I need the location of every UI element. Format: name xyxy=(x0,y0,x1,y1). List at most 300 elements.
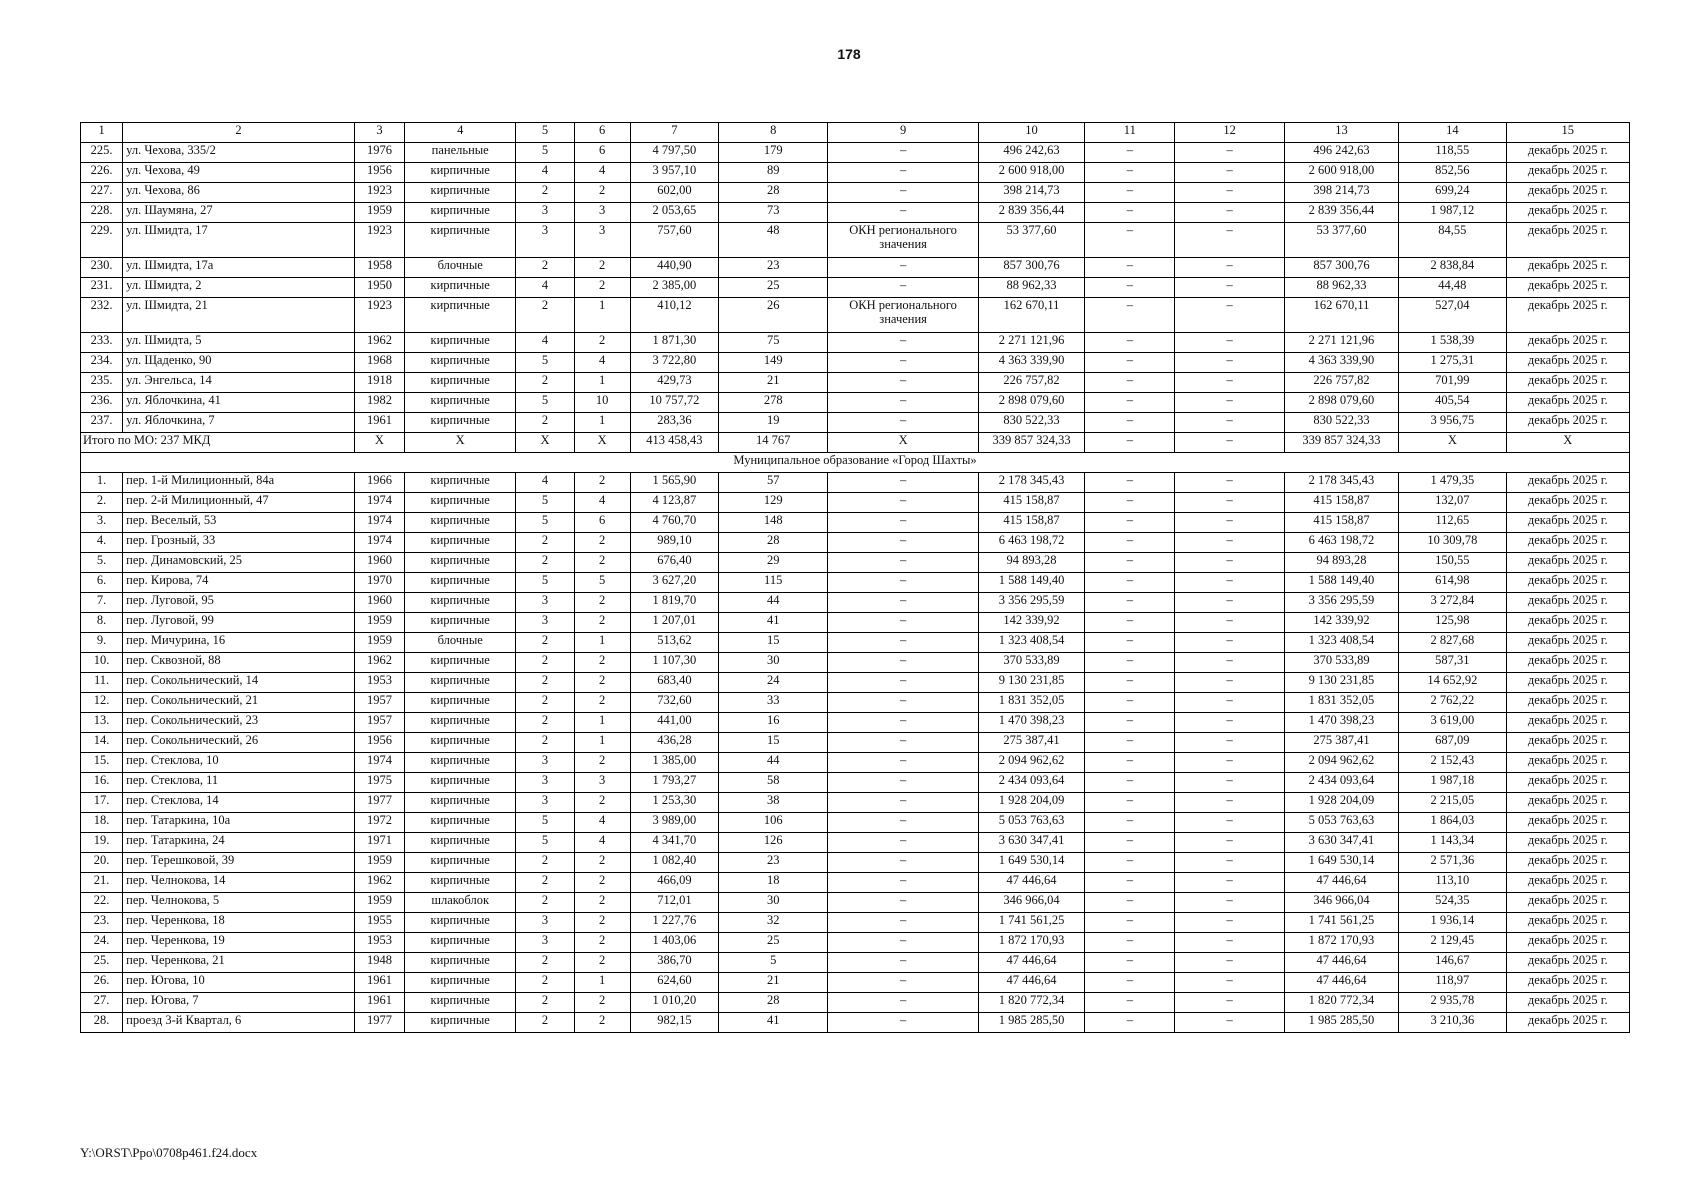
table-row xyxy=(81,553,1630,573)
table-cell: 113,10 xyxy=(1399,873,1506,893)
table-cell: 10 xyxy=(574,393,630,413)
table-row xyxy=(81,713,1630,733)
table-cell: 88 962,33 xyxy=(1284,278,1398,298)
table-cell: 14. xyxy=(81,733,123,753)
table-cell: 1948 xyxy=(354,953,404,973)
table-cell: 466,09 xyxy=(630,873,718,893)
table-cell: 21. xyxy=(81,873,123,893)
table-cell: декабрь 2025 г. xyxy=(1506,673,1630,693)
table-cell: 28 xyxy=(719,993,828,1013)
table-cell: – xyxy=(1175,793,1284,813)
table-cell: кирпичные xyxy=(405,493,516,513)
table-cell: декабрь 2025 г. xyxy=(1506,953,1630,973)
table-cell: 2 178 345,43 xyxy=(978,473,1084,493)
table-cell: 94 893,28 xyxy=(978,553,1084,573)
table-cell: 118,55 xyxy=(1399,143,1506,163)
table-cell: – xyxy=(828,953,978,973)
table-cell: – xyxy=(1085,753,1175,773)
table-cell: 225. xyxy=(81,143,123,163)
table-cell: 2 xyxy=(574,993,630,1013)
table-row xyxy=(81,533,1630,553)
table-row xyxy=(81,753,1630,773)
table-cell: – xyxy=(1175,373,1284,393)
table-cell: – xyxy=(1175,533,1284,553)
table-cell: ул. Энгельса, 14 xyxy=(123,373,355,393)
table-cell: – xyxy=(1085,893,1175,913)
table-cell: пер. Сокольнический, 23 xyxy=(123,713,355,733)
table-cell: 2 600 918,00 xyxy=(1284,163,1398,183)
table-cell: 2 xyxy=(516,973,574,993)
table-cell: 3 xyxy=(516,793,574,813)
table-row xyxy=(81,613,1630,633)
table-cell: – xyxy=(1175,933,1284,953)
table-cell: 440,90 xyxy=(630,258,718,278)
table-cell: пер. Веселый, 53 xyxy=(123,513,355,533)
total-cell: Х xyxy=(354,433,404,453)
table-cell: – xyxy=(828,163,978,183)
table-cell: 6 xyxy=(574,513,630,533)
table-row xyxy=(81,773,1630,793)
table-cell: 2 094 962,62 xyxy=(978,753,1084,773)
table-cell: – xyxy=(1175,163,1284,183)
table-cell: 614,98 xyxy=(1399,573,1506,593)
table-row xyxy=(81,413,1630,433)
table-cell: пер. Кирова, 74 xyxy=(123,573,355,593)
table-cell: – xyxy=(828,673,978,693)
column-header: 9 xyxy=(828,123,978,143)
table-cell: 1 275,31 xyxy=(1399,353,1506,373)
table-cell: 47 446,64 xyxy=(978,873,1084,893)
table-cell: 6 463 198,72 xyxy=(978,533,1084,553)
table-cell: 2 xyxy=(516,1013,574,1033)
table-cell: кирпичные xyxy=(405,773,516,793)
table-cell: – xyxy=(828,393,978,413)
table-cell: 6. xyxy=(81,573,123,593)
table-cell: пер. Черенкова, 21 xyxy=(123,953,355,973)
table-cell: 2 xyxy=(574,753,630,773)
table-cell: 1 820 772,34 xyxy=(978,993,1084,1013)
table-cell: 2 xyxy=(516,413,574,433)
table-cell: 3 630 347,41 xyxy=(1284,833,1398,853)
table-cell: – xyxy=(1085,203,1175,223)
table-row xyxy=(81,573,1630,593)
table-cell: блочные xyxy=(405,633,516,653)
table-cell: кирпичные xyxy=(405,933,516,953)
table-cell: пер. Сквозной, 88 xyxy=(123,653,355,673)
table-cell: декабрь 2025 г. xyxy=(1506,298,1630,333)
table-cell: 2 xyxy=(574,183,630,203)
table-cell: 8. xyxy=(81,613,123,633)
table-cell: 3 xyxy=(574,773,630,793)
table-cell: 1 082,40 xyxy=(630,853,718,873)
housing-table xyxy=(80,122,1630,1033)
table-cell: 1959 xyxy=(354,853,404,873)
table-cell: – xyxy=(1175,513,1284,533)
table-cell: 2 271 121,96 xyxy=(978,333,1084,353)
table-cell: – xyxy=(1085,513,1175,533)
table-cell: 2 xyxy=(574,1013,630,1033)
table-cell: кирпичные xyxy=(405,793,516,813)
table-cell: 1 741 561,25 xyxy=(978,913,1084,933)
table-cell: – xyxy=(1085,713,1175,733)
table-cell: 28. xyxy=(81,1013,123,1033)
table-cell: 29 xyxy=(719,553,828,573)
table-cell: 2 xyxy=(516,673,574,693)
table-cell: – xyxy=(1175,713,1284,733)
table-cell: 25 xyxy=(719,933,828,953)
total-cell: 339 857 324,33 xyxy=(978,433,1084,453)
total-cell: 339 857 324,33 xyxy=(1284,433,1398,453)
table-cell: пер. Черенкова, 18 xyxy=(123,913,355,933)
table-cell: 15. xyxy=(81,753,123,773)
table-cell: кирпичные xyxy=(405,733,516,753)
table-cell: ОКН регионального значения xyxy=(828,223,978,258)
table-row xyxy=(81,278,1630,298)
table-cell: 2 xyxy=(516,258,574,278)
table-cell: – xyxy=(1085,333,1175,353)
table-row xyxy=(81,1013,1630,1033)
table-cell: 2 xyxy=(516,553,574,573)
table-cell: декабрь 2025 г. xyxy=(1506,713,1630,733)
table-cell: 1 538,39 xyxy=(1399,333,1506,353)
table-row xyxy=(81,593,1630,613)
table-cell: 4 xyxy=(516,333,574,353)
table-cell: – xyxy=(828,513,978,533)
table-cell: 857 300,76 xyxy=(978,258,1084,278)
table-cell: – xyxy=(1085,693,1175,713)
table-cell: кирпичные xyxy=(405,953,516,973)
table-cell: 2 xyxy=(516,713,574,733)
column-header: 3 xyxy=(354,123,404,143)
table-cell: декабрь 2025 г. xyxy=(1506,813,1630,833)
total-cell: Х xyxy=(1506,433,1630,453)
table-cell: 1972 xyxy=(354,813,404,833)
table-cell: 9 130 231,85 xyxy=(978,673,1084,693)
table-cell: 1974 xyxy=(354,533,404,553)
table-cell: 2 839 356,44 xyxy=(978,203,1084,223)
table-row xyxy=(81,353,1630,373)
table-cell: 624,60 xyxy=(630,973,718,993)
table-cell: – xyxy=(1175,333,1284,353)
table-cell: ул. Шмидта, 2 xyxy=(123,278,355,298)
table-cell: кирпичные xyxy=(405,873,516,893)
table-cell: 2 xyxy=(516,693,574,713)
table-cell: кирпичные xyxy=(405,833,516,853)
table-cell: 1 143,34 xyxy=(1399,833,1506,853)
table-cell: – xyxy=(1175,633,1284,653)
table-cell: – xyxy=(1085,733,1175,753)
table-cell: декабрь 2025 г. xyxy=(1506,258,1630,278)
table-cell: 47 446,64 xyxy=(1284,873,1398,893)
table-cell: 18 xyxy=(719,873,828,893)
table-cell: 58 xyxy=(719,773,828,793)
table-cell: 398 214,73 xyxy=(978,183,1084,203)
table-cell: 4. xyxy=(81,533,123,553)
table-cell: кирпичные xyxy=(405,753,516,773)
total-cell: Х xyxy=(828,433,978,453)
table-cell: декабрь 2025 г. xyxy=(1506,333,1630,353)
table-cell: декабрь 2025 г. xyxy=(1506,893,1630,913)
column-header: 10 xyxy=(978,123,1084,143)
table-cell: – xyxy=(1175,223,1284,258)
table-cell: кирпичные xyxy=(405,413,516,433)
table-cell: 5 xyxy=(574,573,630,593)
table-cell: 2 xyxy=(516,953,574,973)
table-row xyxy=(81,333,1630,353)
table-cell: 3 xyxy=(516,223,574,258)
table-cell: 1 649 530,14 xyxy=(978,853,1084,873)
table-cell: – xyxy=(828,493,978,513)
table-cell: 25 xyxy=(719,278,828,298)
table-cell: – xyxy=(828,713,978,733)
table-cell: 162 670,11 xyxy=(978,298,1084,333)
table-cell: 3 xyxy=(574,203,630,223)
table-cell: 1 xyxy=(574,633,630,653)
table-cell: 232. xyxy=(81,298,123,333)
table-row xyxy=(81,143,1630,163)
table-row xyxy=(81,913,1630,933)
table-cell: 4 xyxy=(516,278,574,298)
table-cell: – xyxy=(1085,493,1175,513)
table-cell: – xyxy=(1085,533,1175,553)
table-cell: 687,09 xyxy=(1399,733,1506,753)
table-cell: – xyxy=(1175,673,1284,693)
table-cell: 4 xyxy=(516,473,574,493)
table-cell: кирпичные xyxy=(405,553,516,573)
table-cell: – xyxy=(1175,873,1284,893)
table-cell: – xyxy=(1085,813,1175,833)
table-cell: 1 107,30 xyxy=(630,653,718,673)
table-cell: 5. xyxy=(81,553,123,573)
table-cell: пер. Динамовский, 25 xyxy=(123,553,355,573)
table-cell: пер. Стеклова, 11 xyxy=(123,773,355,793)
table-cell: 857 300,76 xyxy=(1284,258,1398,278)
table-cell: 94 893,28 xyxy=(1284,553,1398,573)
table-cell: пер. Сокольнический, 26 xyxy=(123,733,355,753)
table-cell: 405,54 xyxy=(1399,393,1506,413)
column-header: 12 xyxy=(1175,123,1284,143)
table-cell: 1950 xyxy=(354,278,404,298)
table-cell: 410,12 xyxy=(630,298,718,333)
table-cell: 24 xyxy=(719,673,828,693)
table-cell: 989,10 xyxy=(630,533,718,553)
table-cell: 28 xyxy=(719,183,828,203)
table-cell: – xyxy=(1175,833,1284,853)
table-cell: – xyxy=(1175,753,1284,773)
table-cell: декабрь 2025 г. xyxy=(1506,393,1630,413)
table-cell: 1 871,30 xyxy=(630,333,718,353)
table-cell: 1 831 352,05 xyxy=(1284,693,1398,713)
table-cell: 3 210,36 xyxy=(1399,1013,1506,1033)
table-cell: 1977 xyxy=(354,793,404,813)
section-title: Муниципальное образование «Город Шахты» xyxy=(81,453,1630,473)
table-cell: – xyxy=(1085,373,1175,393)
table-cell: 2 xyxy=(574,913,630,933)
table-cell: 10 757,72 xyxy=(630,393,718,413)
table-cell: ул. Чехова, 335/2 xyxy=(123,143,355,163)
table-cell: – xyxy=(1085,953,1175,973)
table-cell: 6 463 198,72 xyxy=(1284,533,1398,553)
column-header: 8 xyxy=(719,123,828,143)
table-cell: 3 630 347,41 xyxy=(978,833,1084,853)
table-cell: 3 xyxy=(516,913,574,933)
table-cell: – xyxy=(1175,593,1284,613)
table-cell: пер. Грозный, 33 xyxy=(123,533,355,553)
table-cell: 513,62 xyxy=(630,633,718,653)
table-cell: – xyxy=(1175,973,1284,993)
table-cell: 275 387,41 xyxy=(978,733,1084,753)
table-cell: 2 xyxy=(574,873,630,893)
table-cell: кирпичные xyxy=(405,393,516,413)
table-cell: 2 xyxy=(574,693,630,713)
column-header: 2 xyxy=(123,123,355,143)
table-cell: 26. xyxy=(81,973,123,993)
table-cell: 10. xyxy=(81,653,123,673)
table-cell: 386,70 xyxy=(630,953,718,973)
table-cell: 1918 xyxy=(354,373,404,393)
table-cell: 53 377,60 xyxy=(1284,223,1398,258)
table-cell: 15 xyxy=(719,633,828,653)
table-cell: 1 207,01 xyxy=(630,613,718,633)
table-cell: 2 385,00 xyxy=(630,278,718,298)
table-cell: 2 898 079,60 xyxy=(978,393,1084,413)
table-cell: 226 757,82 xyxy=(978,373,1084,393)
table-cell: – xyxy=(1175,278,1284,298)
table-cell: кирпичные xyxy=(405,593,516,613)
table-cell: 1959 xyxy=(354,203,404,223)
table-cell: 4 xyxy=(574,163,630,183)
table-cell: – xyxy=(1085,183,1175,203)
table-cell: – xyxy=(1175,183,1284,203)
table-cell: кирпичные xyxy=(405,673,516,693)
table-cell: 7. xyxy=(81,593,123,613)
column-header: 4 xyxy=(405,123,516,143)
table-cell: 57 xyxy=(719,473,828,493)
table-cell: 4 341,70 xyxy=(630,833,718,853)
table-cell: 2 898 079,60 xyxy=(1284,393,1398,413)
table-cell: 2 xyxy=(516,853,574,873)
table-row xyxy=(81,973,1630,993)
column-header: 6 xyxy=(574,123,630,143)
table-cell: – xyxy=(1175,553,1284,573)
table-cell: декабрь 2025 г. xyxy=(1506,653,1630,673)
table-cell: 1 588 149,40 xyxy=(978,573,1084,593)
table-cell: 146,67 xyxy=(1399,953,1506,973)
table-cell: 1 xyxy=(574,373,630,393)
table-cell: 73 xyxy=(719,203,828,223)
table-cell: 2 839 356,44 xyxy=(1284,203,1398,223)
table-cell: 3 957,10 xyxy=(630,163,718,183)
table-cell: декабрь 2025 г. xyxy=(1506,183,1630,203)
table-cell: – xyxy=(828,333,978,353)
table-cell: декабрь 2025 г. xyxy=(1506,833,1630,853)
table-cell: декабрь 2025 г. xyxy=(1506,163,1630,183)
table-cell: 1974 xyxy=(354,753,404,773)
table-cell: – xyxy=(828,373,978,393)
table-cell: – xyxy=(1175,993,1284,1013)
table-cell: 1 741 561,25 xyxy=(1284,913,1398,933)
table-cell: 1960 xyxy=(354,553,404,573)
table-cell: декабрь 2025 г. xyxy=(1506,973,1630,993)
table-cell: 429,73 xyxy=(630,373,718,393)
table-cell: кирпичные xyxy=(405,853,516,873)
table-row xyxy=(81,653,1630,673)
table-row xyxy=(81,953,1630,973)
table-cell: 3 356 295,59 xyxy=(978,593,1084,613)
file-path-footer: Y:\ORST\Ppo\0708p461.f24.docx xyxy=(80,1145,258,1160)
table-cell: 283,36 xyxy=(630,413,718,433)
table-cell: декабрь 2025 г. xyxy=(1506,753,1630,773)
table-cell: – xyxy=(1085,278,1175,298)
table-cell: 701,99 xyxy=(1399,373,1506,393)
table-cell: – xyxy=(1085,143,1175,163)
table-cell: – xyxy=(1085,833,1175,853)
table-cell: – xyxy=(828,893,978,913)
table-cell: ул. Шмидта, 21 xyxy=(123,298,355,333)
table-cell: 1 227,76 xyxy=(630,913,718,933)
table-cell: 1923 xyxy=(354,223,404,258)
table-cell: 27. xyxy=(81,993,123,1013)
table-cell: – xyxy=(828,793,978,813)
table-cell: – xyxy=(828,933,978,953)
column-header: 5 xyxy=(516,123,574,143)
table-cell: – xyxy=(828,973,978,993)
table-cell: 3 xyxy=(516,613,574,633)
table-cell: 115 xyxy=(719,573,828,593)
table-row xyxy=(81,873,1630,893)
table-cell: 47 446,64 xyxy=(978,973,1084,993)
table-cell: 4 xyxy=(516,163,574,183)
table-cell: – xyxy=(1085,773,1175,793)
table-cell: 23 xyxy=(719,853,828,873)
table-cell: 22. xyxy=(81,893,123,913)
table-cell: – xyxy=(1175,413,1284,433)
table-cell: 1 479,35 xyxy=(1399,473,1506,493)
table-cell: 20. xyxy=(81,853,123,873)
table-cell: 1 385,00 xyxy=(630,753,718,773)
table-cell: – xyxy=(1085,223,1175,258)
table-cell: 142 339,92 xyxy=(1284,613,1398,633)
table-cell: 1956 xyxy=(354,163,404,183)
table-cell: 2 434 093,64 xyxy=(1284,773,1398,793)
table-cell: декабрь 2025 г. xyxy=(1506,278,1630,298)
table-row xyxy=(81,833,1630,853)
table-cell: – xyxy=(828,573,978,593)
table-cell: – xyxy=(1085,913,1175,933)
column-header: 15 xyxy=(1506,123,1630,143)
table-cell: – xyxy=(1175,733,1284,753)
table-cell: пер. Сокольнический, 21 xyxy=(123,693,355,713)
table-cell: 149 xyxy=(719,353,828,373)
table-cell: декабрь 2025 г. xyxy=(1506,223,1630,258)
table-row xyxy=(81,203,1630,223)
table-cell: 41 xyxy=(719,1013,828,1033)
table-cell: – xyxy=(1175,258,1284,278)
table-cell: кирпичные xyxy=(405,533,516,553)
table-cell: 19 xyxy=(719,413,828,433)
table-cell: кирпичные xyxy=(405,993,516,1013)
table-cell: кирпичные xyxy=(405,813,516,833)
table-cell: 1 985 285,50 xyxy=(1284,1013,1398,1033)
table-cell: 1962 xyxy=(354,873,404,893)
table-cell: декабрь 2025 г. xyxy=(1506,773,1630,793)
table-cell: – xyxy=(1175,653,1284,673)
table-cell: – xyxy=(1085,973,1175,993)
table-cell: декабрь 2025 г. xyxy=(1506,553,1630,573)
table-cell: 1 987,12 xyxy=(1399,203,1506,223)
table-cell: – xyxy=(828,913,978,933)
table-cell: 370 533,89 xyxy=(978,653,1084,673)
